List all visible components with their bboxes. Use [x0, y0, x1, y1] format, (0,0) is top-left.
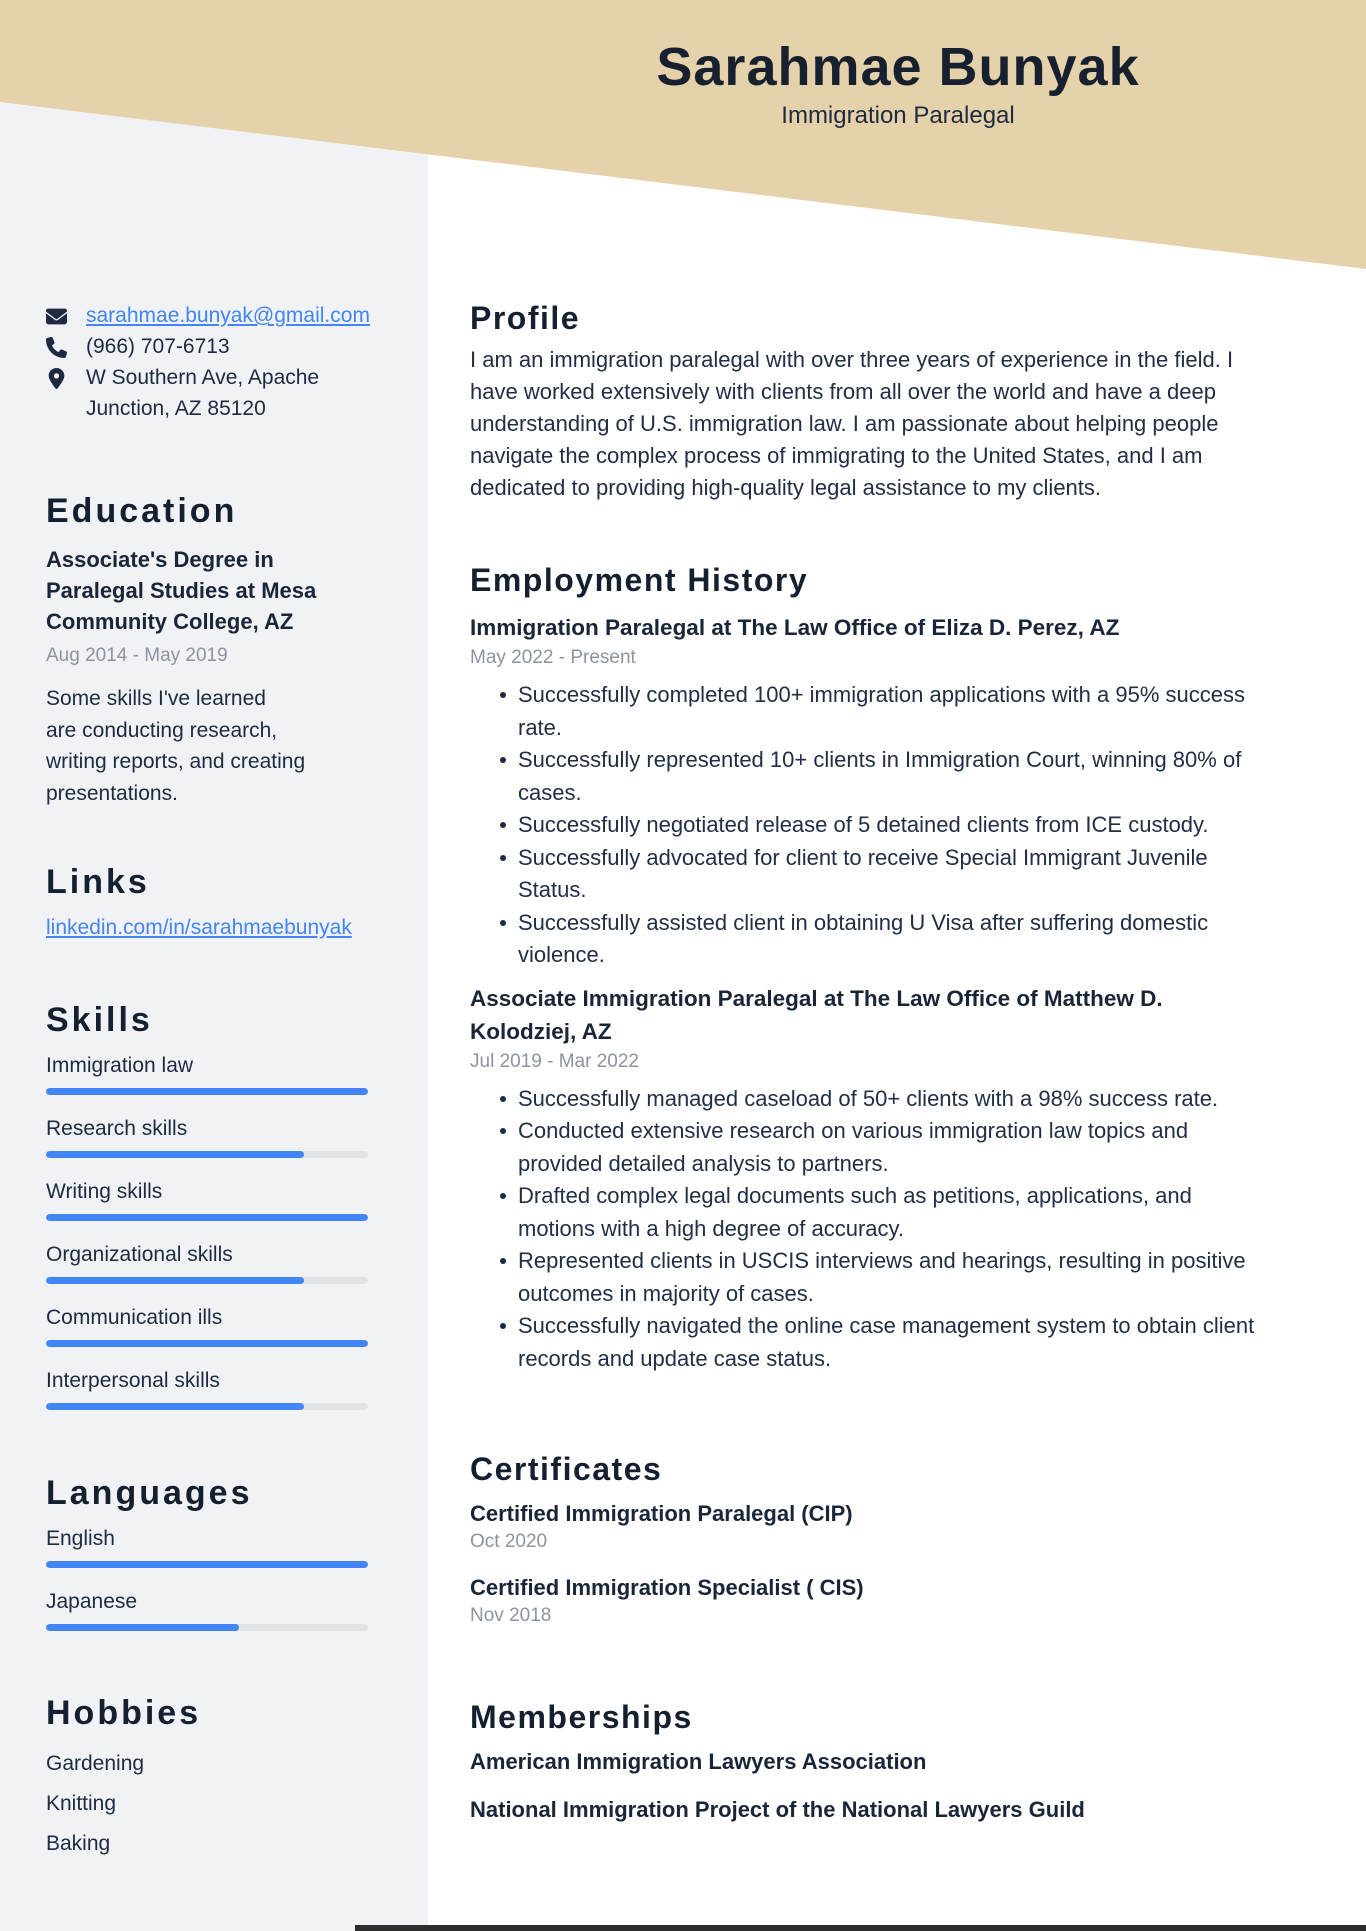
job-bullets — [470, 1083, 1270, 1376]
links-list — [46, 915, 368, 941]
job-bullets — [470, 679, 1270, 972]
membership-item: National Immigration Project of the National Lawyers Guild — [470, 1797, 1085, 1822]
skill-row-bar-track — [46, 1088, 368, 1095]
language-row-label: Japanese — [46, 1590, 138, 1613]
skills-list — [46, 1051, 368, 1410]
education-description-line: presentations. — [46, 781, 178, 805]
language-row-label: English — [46, 1527, 115, 1550]
education-description-line: writing reports, and creating — [46, 750, 306, 773]
contact-section — [46, 300, 368, 424]
map-pin-icon — [46, 367, 70, 389]
candidate-name: Sarahmae Bunyak — [656, 37, 1140, 97]
job-bullet: Successfully represented 10+ clients in Immigration Court, winning 80% of cases. — [470, 744, 1270, 809]
job-bullet: Successfully managed caseload of 50+ clients with a 98% success rate. — [470, 1083, 1270, 1116]
contact-email-row — [46, 300, 368, 331]
header — [430, 38, 1366, 131]
job-bullet: Successfully assisted client in obtaining U Visa after suffering domestic violence. — [470, 907, 1270, 972]
main-column — [470, 300, 1270, 1825]
membership-item: American Immigration Lawyers Association — [470, 1749, 927, 1774]
skill-row-label: Communication ills — [46, 1306, 223, 1329]
address-text: W Southern Ave, Apache Junction, AZ 85120 — [86, 366, 320, 420]
certificate-date: Nov 2018 — [470, 1605, 552, 1626]
page-bottom-strip — [355, 1925, 1366, 1931]
certificate-entry — [470, 1573, 1270, 1629]
skill-row-bar-fill — [46, 1403, 304, 1410]
envelope-icon — [46, 305, 70, 327]
skill-row — [46, 1114, 368, 1158]
hobbies-heading: Hobbies — [46, 1694, 202, 1732]
hobby-item: Gardening — [46, 1752, 145, 1775]
job-title: Associate Immigration Paralegal at The Law Office of Matthew D. Kolodziej, AZ — [470, 985, 1163, 1044]
job-title: Immigration Paralegal at The Law Office of Eliza D. Perez, AZ — [470, 615, 1120, 640]
skill-row-bar-fill — [46, 1088, 368, 1095]
education-dates: Aug 2014 - May 2019 — [46, 645, 228, 666]
skill-row-label: Interpersonal skills — [46, 1369, 220, 1392]
skill-row-bar-fill — [46, 1151, 304, 1158]
education-description — [46, 683, 368, 809]
employment-heading: Employment History — [470, 562, 809, 598]
languages-heading: Languages — [46, 1474, 253, 1512]
profile-text: I am an immigration paralegal with over three years of experience in the field. I have worked extensively with clients from all over the world and have a deep understanding of U.S. immigration law. I am passionate about helping people navigate the complex process of immigrating to the United States, and I am dedicated to providing high-quality legal assistance to my clients. — [470, 347, 1234, 500]
languages-list — [46, 1524, 368, 1631]
job-entry — [470, 982, 1270, 1376]
language-row — [46, 1524, 368, 1568]
skill-row — [46, 1177, 368, 1221]
language-row — [46, 1587, 368, 1631]
education-degree: Associate's Degree in Paralegal Studies at Mesa Community College, AZ — [46, 547, 317, 634]
profile-heading: Profile — [470, 300, 581, 336]
memberships-list — [470, 1747, 1270, 1825]
language-row-bar-fill — [46, 1624, 239, 1631]
job-bullet: Successfully negotiated release of 5 detained clients from ICE custody. — [470, 809, 1270, 842]
skill-row-bar-fill — [46, 1340, 368, 1347]
certificate-date: Oct 2020 — [470, 1531, 548, 1552]
skill-row-bar-track — [46, 1340, 368, 1347]
phone-icon — [46, 336, 70, 358]
skill-row-label: Research skills — [46, 1117, 188, 1140]
education-description-line: are conducting research, — [46, 718, 278, 742]
job-bullet: Successfully navigated the online case management system to obtain client records and update case status. — [470, 1310, 1270, 1375]
skill-row-label: Writing skills — [46, 1180, 163, 1203]
candidate-title: Immigration Paralegal — [781, 102, 1015, 130]
linkedin-link[interactable]: linkedin.com/in/sarahmaebunyak — [46, 916, 352, 939]
skills-heading: Skills — [46, 1001, 153, 1039]
language-row-bar-fill — [46, 1561, 368, 1568]
certificate-entry — [470, 1499, 1270, 1555]
certificate-title: Certified Immigration Paralegal (CIP) — [470, 1501, 853, 1526]
skill-row — [46, 1366, 368, 1410]
memberships-heading: Memberships — [470, 1699, 693, 1735]
skill-row-label: Organizational skills — [46, 1243, 233, 1266]
job-entry — [470, 611, 1270, 972]
contact-phone-row — [46, 331, 368, 362]
hobby-item: Knitting — [46, 1792, 117, 1815]
skill-row-label: Immigration law — [46, 1054, 194, 1077]
certificates-list — [470, 1499, 1270, 1629]
phone-number: (966) 707-6713 — [86, 335, 230, 358]
sidebar — [46, 300, 368, 1864]
skill-row-bar-track — [46, 1277, 368, 1284]
job-bullet: Conducted extensive research on various immigration law topics and provided detailed analysis to partners. — [470, 1115, 1270, 1180]
language-row-bar-track — [46, 1561, 368, 1568]
jobs-list — [470, 611, 1270, 1375]
language-row-bar-track — [46, 1624, 368, 1631]
skill-row-bar-fill — [46, 1214, 368, 1221]
skill-row — [46, 1303, 368, 1347]
education-heading: Education — [46, 492, 238, 530]
education-description-line: Some skills I've learned — [46, 687, 266, 710]
hobby-item: Baking — [46, 1832, 111, 1855]
contact-address-row — [46, 362, 368, 424]
email-link[interactable]: sarahmae.bunyak@gmail.com — [86, 304, 370, 327]
job-bullet: Represented clients in USCIS interviews and hearings, resulting in positive outcomes in majority of cases. — [470, 1245, 1270, 1310]
job-bullet: Drafted complex legal documents such as petitions, applications, and motions with a high degree of accuracy. — [470, 1180, 1270, 1245]
certificates-heading: Certificates — [470, 1451, 663, 1487]
job-bullet: Successfully advocated for client to receive Special Immigrant Juvenile Status. — [470, 842, 1270, 907]
job-dates: May 2022 - Present — [470, 647, 636, 668]
job-bullet: Successfully completed 100+ immigration applications with a 95% success rate. — [470, 679, 1270, 744]
skill-row-bar-track — [46, 1214, 368, 1221]
skill-row-bar-track — [46, 1151, 368, 1158]
skill-row-bar-track — [46, 1403, 368, 1410]
skill-row — [46, 1051, 368, 1095]
hobbies-list — [46, 1744, 368, 1864]
links-heading: Links — [46, 863, 150, 901]
skill-row — [46, 1240, 368, 1284]
skill-row-bar-fill — [46, 1277, 304, 1284]
certificate-title: Certified Immigration Specialist ( CIS) — [470, 1575, 864, 1600]
job-dates: Jul 2019 - Mar 2022 — [470, 1050, 639, 1072]
